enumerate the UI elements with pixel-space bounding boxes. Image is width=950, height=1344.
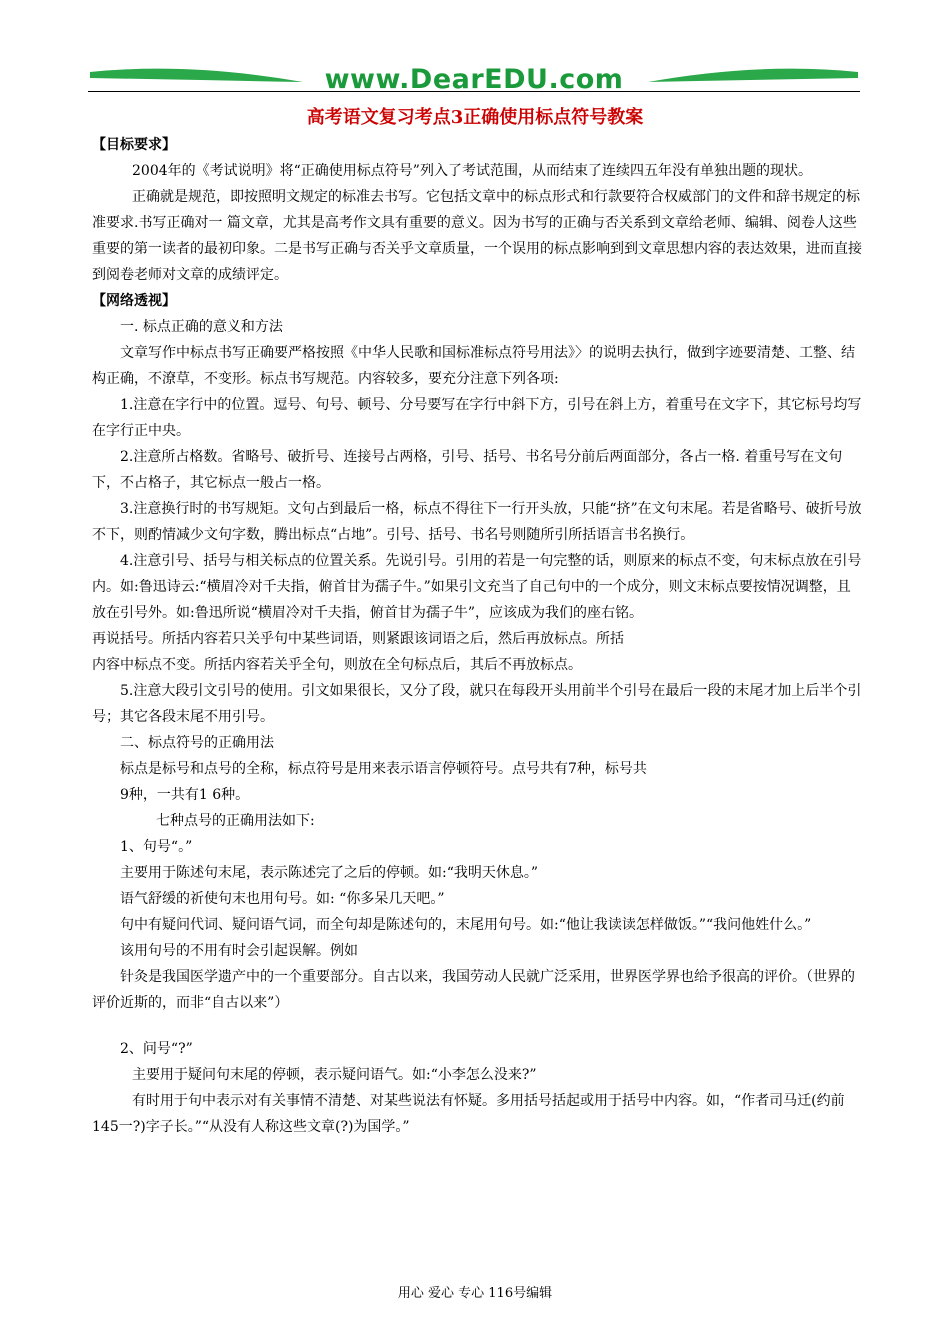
paragraph: 七种点号的正确用法如下:: [156, 813, 315, 829]
list-item: 5.注意大段引文引号的使用。引文如果很长，又分了段，就只在每段开头用前半个引号在最后一段的末尾才加上后半个引号；其它各段末尾不用引号。: [92, 683, 862, 725]
document-title: 高考语文复习考点3正确使用标点符号教案: [306, 107, 644, 128]
section-heading-goals: 【目标要求】: [92, 137, 176, 153]
paragraph: 针灸是我国医学遗产中的一个重要部分。自古以来，我国劳动人民就广泛采用，世界医学界也给予很高的评价。（世界的评价近斯的，而非“自古以来”）: [92, 969, 855, 1011]
paragraph: 句中有疑问代词、疑问语气词，而全句却是陈述句的，末尾用句号。如:“他让我读读怎样做饭。”“我问他姓什么。”: [120, 917, 812, 933]
site-logo[interactable]: www.DearEDU.com: [324, 64, 624, 95]
item-heading: 1、句号“。”: [120, 839, 193, 855]
paragraph: 9种，一共有1 6种。: [120, 787, 250, 803]
paragraph: 主要用于疑问句末尾的停顿，表示疑问语气。如:“小李怎么没来?”: [132, 1067, 537, 1083]
header-divider: [88, 91, 860, 92]
subsection-heading: 二、标点符号的正确用法: [120, 735, 274, 751]
paragraph: 有时用于句中表示对有关事情不清楚、对某些说法有怀疑。多用括号括起或用于括号中内容。如，“作者司马迁(约前145一?)字子长。”“从没有人称这些文章(?)为国学。”: [92, 1093, 845, 1135]
paragraph: 主要用于陈述句末尾，表示陈述完了之后的停顿。如:“我明天休息。”: [120, 865, 539, 881]
paragraph: 2004年的《考试说明》将“正确使用标点符号”列入了考试范围，从而结束了连续四五年没有单独出题的现状。: [132, 163, 812, 179]
subsection-heading: 一. 标点正确的意义和方法: [120, 319, 283, 335]
list-item: 4.注意引号、括号与相关标点的位置关系。先说引号。引用的若是一句完整的话，则原来的标点不变，句末标点放在引号内。如:鲁迅诗云:“横眉冷对千夫指，俯首甘为孺子牛。”如果引文充当了自己句中的一个成分，则文末标点要按情况调整，且放在引号外。如:鲁迅所说“横眉冷对千夫指，俯首甘为孺子牛”，应该成为我们的座右铭。: [92, 553, 862, 621]
paragraph: 标点是标号和点号的全称，标点符号是用来表示语言停顿符号。点号共有7种，标号共: [120, 761, 647, 777]
page-header: [88, 60, 860, 100]
paragraph: 文章写作中标点书写正确要严格按照《中华人民歌和国标准标点符号用法》〉的说明去执行，做到字迹要清楚、工整、结构正确，不潦草，不变形。标点书写规范。内容较多，要充分注意下列各项:: [92, 345, 855, 387]
paragraph: 内容中标点不变。所括内容若关乎全句，则放在全句标点后，其后不再放标点。: [92, 657, 582, 673]
paragraph: 语气舒缓的祈使句末也用句号。如: “你多呆几天吧。”: [120, 891, 445, 907]
document-body: [92, 132, 862, 1140]
item-heading: 2、问号“?”: [120, 1041, 193, 1057]
blank-line: [92, 1016, 862, 1036]
paragraph: 该用句号的不用有时会引起误解。例如: [120, 943, 358, 959]
list-item: 2.注意所占格数。省略号、破折号、连接号占两格，引号、括号、书名号分前后两面部分，各占一格. 着重号写在文句下，不占格子，其它标点一般占一格。: [92, 449, 843, 491]
page-footer: 用心 爱心 专心 116号编辑: [397, 1286, 553, 1301]
list-item: 3.注意换行时的书写规矩。文句占到最后一格，标点不得往下一行开头放，只能“挤”在文句末尾。若是省略号、破折号放不下，则酌情减少文句字数，腾出标点“占地”。引号、括号、书名号则随所引所括语言书名换行。: [92, 501, 862, 543]
paragraph: 正确就是规范，即按照明文规定的标准去书写。它包括文章中的标点形式和行款要符合权威部门的文件和辞书规定的标准要求.书写正确对一 篇文章，尤其是高考作文具有重要的意义。因为书写的正确与否关系到文章给老师、编辑、阅卷人这些重要的第一读者的最初印象。二是书写正确与否关乎文章质量，一个误用的标点影响到到文章思想内容的表达效果，进而直接到阅卷老师对文章的成绩评定。: [92, 189, 862, 283]
section-heading-network: 【网络透视】: [92, 293, 176, 309]
list-item: 1.注意在字行中的位置。逗号、句号、顿号、分号要写在字行中斜下方，引号在斜上方，着重号在文字下，其它标号均写在字行正中央。: [92, 397, 862, 439]
paragraph: 再说括号。所括内容若只关乎句中某些词语，则紧跟该词语之后，然后再放标点。所括: [92, 631, 624, 647]
